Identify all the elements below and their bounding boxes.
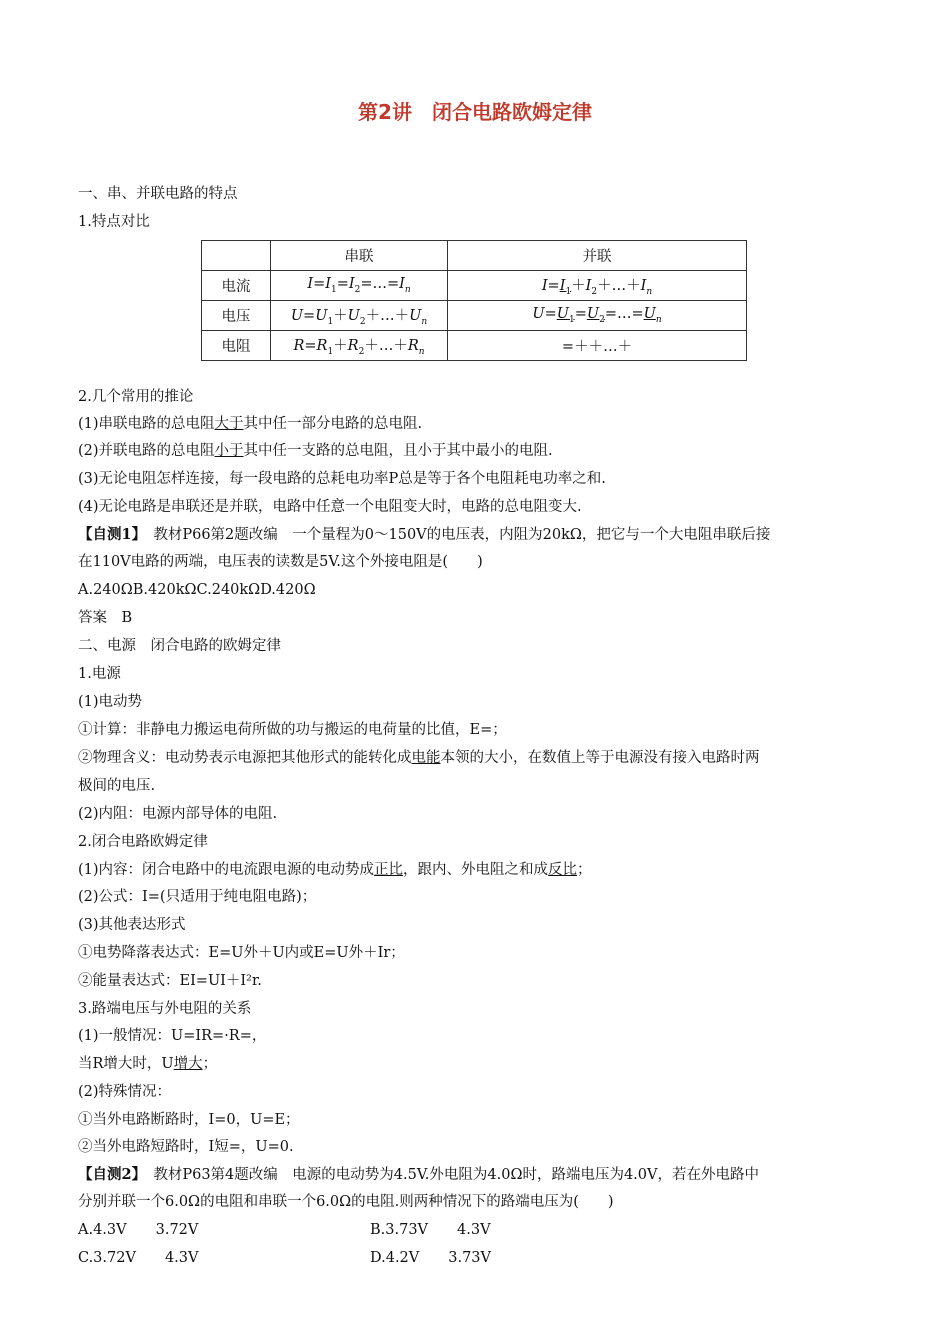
special-case-heading: (2)特殊情况： <box>78 1084 172 1100</box>
inference-3: (3)无论电阻怎样连接，每一段电路的总耗电功率P总是等于各个电阻耗电功率之和. <box>78 471 606 487</box>
subsection-2-3: 3.路端电压与外电阻的关系 <box>78 1001 252 1017</box>
parallel-resistance-formula: =＋＋…＋ <box>448 331 747 361</box>
emf-heading: (1)电动势 <box>78 694 143 710</box>
general-case-conclusion: 当R增大时，U增大； <box>78 1056 218 1072</box>
table-row <box>202 301 747 331</box>
table-corner-cell <box>202 241 271 271</box>
potential-drop-expression: ①电势降落表达式：E=U外＋U内或E=U外＋Ir； <box>78 945 405 961</box>
section-2-heading: 二、电源 闭合电路的欧姆定律 <box>78 638 281 654</box>
self-test-1-line-2: 在110V电路的两端，电压表的读数是5V.这个外接电阻是( ) <box>78 554 483 570</box>
subsection-2-2: 2.闭合电路欧姆定律 <box>78 834 208 850</box>
parallel-voltage-formula: $U=U_1=U_2=\dots=U_n$ <box>448 301 747 331</box>
self-test-1-line-1: 【自测1】 教材P66第2题改编 一个量程为0～150V的电压表，内阻为20kΩ，把它与一个大电阻串联后接 <box>78 526 771 543</box>
energy-expression: ②能量表达式：EI=UI＋I²r. <box>78 973 262 989</box>
inference-2: (2)并联电路的总电阻小于其中任一支路的总电阻，且小于其中最小的电阻. <box>78 443 553 459</box>
emf-calculation: ①计算：非静电力搬运电荷所做的功与搬运的电荷量的比值，E=； <box>78 722 507 738</box>
self-test-2-line-2: 分别并联一个6.0Ω的电阻和串联一个6.0Ω的电阻.则两种情况下的路端电压为( ) <box>78 1194 614 1210</box>
self-test-2-line-1: 【自测2】 教材P63第4题改编 电源的电动势为4.5V.外电阻为4.0Ω时，路端电压为4.0V，若在外电路中 <box>78 1166 759 1183</box>
emf-meaning-line-1: ②物理含义：电动势表示电源把其他形式的能转化成电能本领的大小，在数值上等于电源没有接入电路时两 <box>78 750 760 766</box>
header-parallel: 并联 <box>448 241 747 271</box>
law-formula: (2)公式：I=(只适用于纯电阻电路)； <box>78 889 317 905</box>
option-d: D.4.2V 3.73V <box>370 1250 492 1266</box>
table-header-row <box>202 241 747 271</box>
subsection-2-1: 1.电源 <box>78 666 121 682</box>
other-forms-heading: (3)其他表达形式 <box>78 917 186 933</box>
comparison-table <box>201 240 747 361</box>
page-title: 第2讲 闭合电路欧姆定律 <box>358 100 592 124</box>
row-label-resistance: 电阻 <box>202 331 271 361</box>
series-resistance-formula: $R=R_1+R_2+\dots+R_n$ <box>271 331 448 361</box>
inference-1: (1)串联电路的总电阻大于其中任一部分电路的总电阻. <box>78 416 423 432</box>
option-c: C.3.72V 4.3V <box>78 1250 199 1266</box>
series-voltage-formula: $U=U_1+U_2+\dots+U_n$ <box>271 301 448 331</box>
series-current-formula: $I=I_1=I_2=\dots=I_n$ <box>271 271 448 301</box>
internal-resistance: (2)内阻：电源内部导体的电阻. <box>78 806 278 822</box>
subsection-1-2: 2.几个常用的推论 <box>78 389 194 405</box>
emf-meaning-line-2: 极间的电压. <box>78 778 156 794</box>
self-test-1-options: A.240ΩB.420kΩC.240kΩD.420Ω <box>78 582 316 598</box>
table-row <box>202 271 747 301</box>
short-circuit-case: ②当外电路短路时，I短=，U=0. <box>78 1139 294 1155</box>
option-a: A.4.3V 3.72V <box>78 1222 199 1238</box>
section-1-heading: 一、串、并联电路的特点 <box>78 186 238 202</box>
row-label-current: 电流 <box>202 271 271 301</box>
header-series: 串联 <box>271 241 448 271</box>
inference-4: (4)无论电路是串联还是并联，电路中任意一个电阻变大时，电路的总电阻变大. <box>78 499 582 515</box>
self-test-1-answer: 答案 B <box>78 610 133 626</box>
parallel-current-formula: $I=I_1+I_2+\dots+I_n$ <box>448 271 747 301</box>
option-b: B.3.73V 4.3V <box>370 1222 491 1238</box>
table-row <box>202 331 747 361</box>
open-circuit-case: ①当外电路断路时，I=0，U=E； <box>78 1112 300 1128</box>
law-content: (1)内容：闭合电路中的电流跟电源的电动势成正比，跟内、外电阻之和成反比； <box>78 862 592 878</box>
general-case: (1)一般情况：U=IR=·R=， <box>78 1028 267 1044</box>
row-label-voltage: 电压 <box>202 301 271 331</box>
subsection-1-1: 1.特点对比 <box>78 214 150 230</box>
